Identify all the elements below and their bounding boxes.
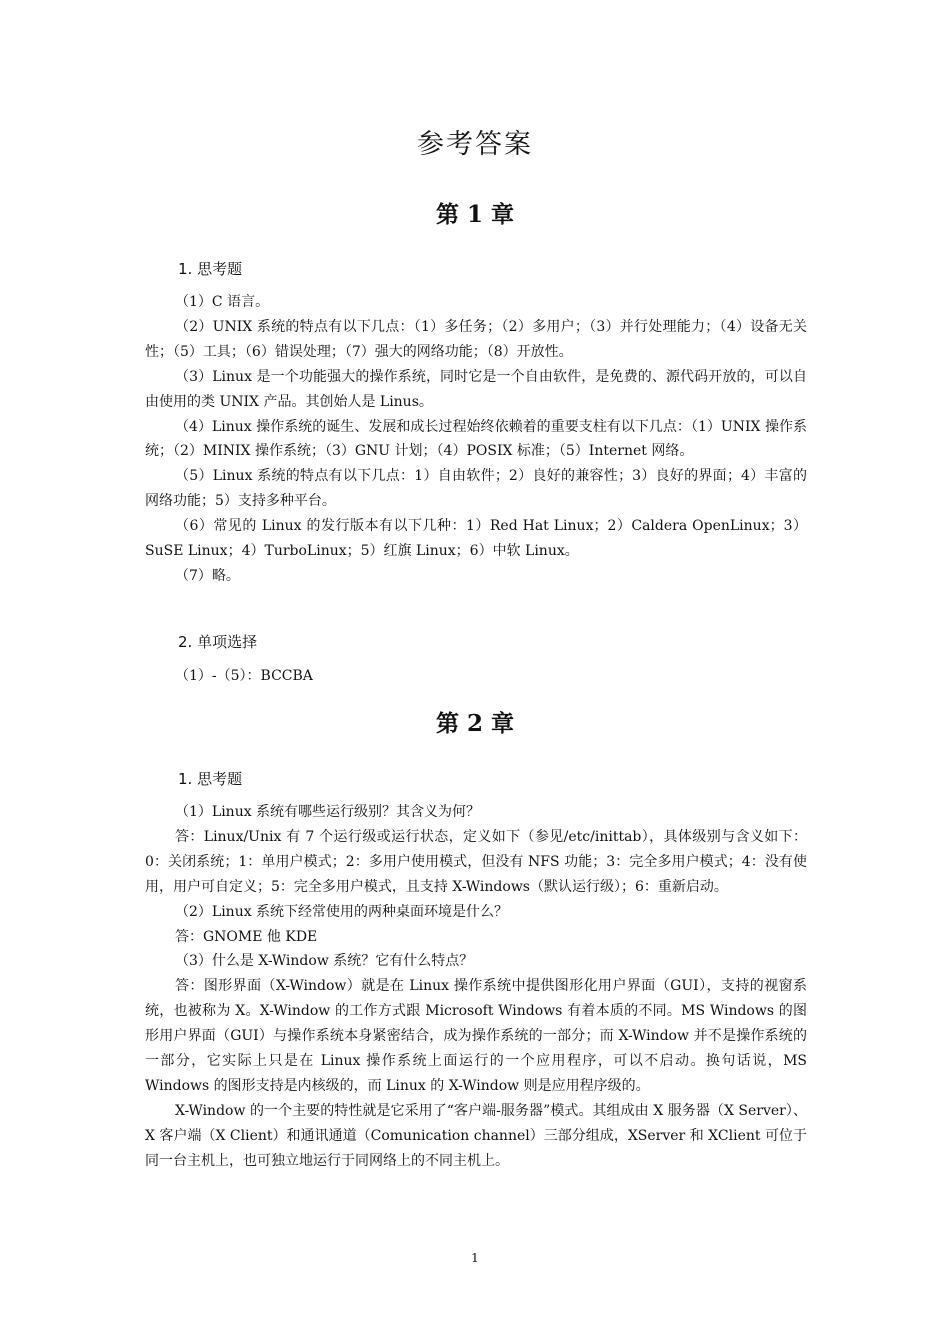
page-number: 1 (471, 1251, 479, 1265)
chapter-2-section-1-body (145, 800, 807, 1174)
paragraph: （7）略。 (175, 567, 240, 584)
paragraph: （1）Linux 系统有哪些运行级别？其含义为何？ (175, 804, 481, 820)
chapter-2-section-1-heading: 1. 思考题 (178, 770, 243, 788)
paragraph: （3）Linux 是一个功能强大的操作系统，同时它是一个自由软件，是免费的、源代码开放的，可以自由使用的类 UNIX 产品。其创始人是 Linus。 (145, 368, 807, 410)
paragraph: （2）UNIX 系统的特点有以下几点：（1）多任务；（2）多用户；（3）并行处理能力；（4）设备无关性；（5）工具；（6）错误处理；（7）强大的网络功能；（8）开放性。 (145, 318, 807, 360)
paragraph: 答：GNOME 他 KDE (175, 928, 318, 945)
paragraph: X-Window 的一个主要的特性就是它采用了“客户端-服务器”模式。其组成由 X 服务器（X Server）、X 客户端（X Client）和通讯通道（Comunication channel）三部分组成，XServer 和 XClient 可位于同一台主机上，也可独立地运行于同网络上的不同主机上。 (145, 1102, 807, 1169)
chapter-1-section-2-heading: 2. 单项选择 (178, 633, 258, 651)
paragraph: （1）-（5）：BCCBA (175, 668, 313, 684)
paragraph: （3）什么是 X-Window 系统？它有什么特点？ (175, 953, 474, 970)
chapter-2-heading: 第 2 章 (435, 710, 515, 737)
page-title: 参考答案 (417, 129, 533, 160)
chapter-1-section-1-body (145, 290, 807, 589)
paragraph: （2）Linux 系统下经常使用的两种桌面环境是什么？ (175, 903, 509, 920)
paragraph: 答：图形界面（X-Window）就是在 Linux 操作系统中提供图形化用户界面（GUI），支持的视窗系统，也被称为 X。X-Window 的工作方式跟 Microsoft Windows 有着本质的不同。MS Windows 的图形用户界面（GUI）与操作系统本身紧密结合，成为操作系统的一部分；而 X-Window 并不是操作系统的一部分，它实际上只是在 Linux 操作系统上面运行的一个应用程序，可以不启动。换句话说，MS Windows 的图形支持是内核级的，而 Linux 的 X-Window 则是应用程序级的。 (145, 978, 807, 1094)
chapter-1-section-2-body (145, 664, 807, 689)
paragraph: （5）Linux 系统的特点有以下几点：1）自由软件；2）良好的兼容性；3）良好的界面；4）丰富的网络功能；5）支持多种平台。 (145, 468, 807, 510)
chapter-1-heading: 第 1 章 (435, 201, 515, 228)
paragraph: （6）常见的 Linux 的发行版本有以下几种：1）Red Hat Linux；2）Caldera OpenLinux；3）SuSE Linux；4）TurboLinux；5）红旗 Linux；6）中软 Linux。 (145, 518, 807, 560)
paragraph: 答：Linux/Unix 有 7 个运行级或运行状态，定义如下（参见/etc/inittab），具体级别与含义如下：0：关闭系统；1：单用户模式；2：多用户使用模式，但没有 NFS 功能；3：完全多用户模式；4：没有使用，用户可自定义；5：完全多用户模式，且支持 X-Windows（默认运行级）；6：重新启动。 (145, 828, 807, 895)
chapter-1-section-1-heading: 1. 思考题 (178, 260, 243, 278)
paragraph: （4）Linux 操作系统的诞生、发展和成长过程始终依赖着的重要支柱有以下几点：（1）UNIX 操作系统；（2）MINIX 操作系统；（3）GNU 计划；（4）POSIX 标准；（5）Internet 网络。 (145, 418, 807, 460)
paragraph: （1）C 语言。 (175, 294, 270, 310)
